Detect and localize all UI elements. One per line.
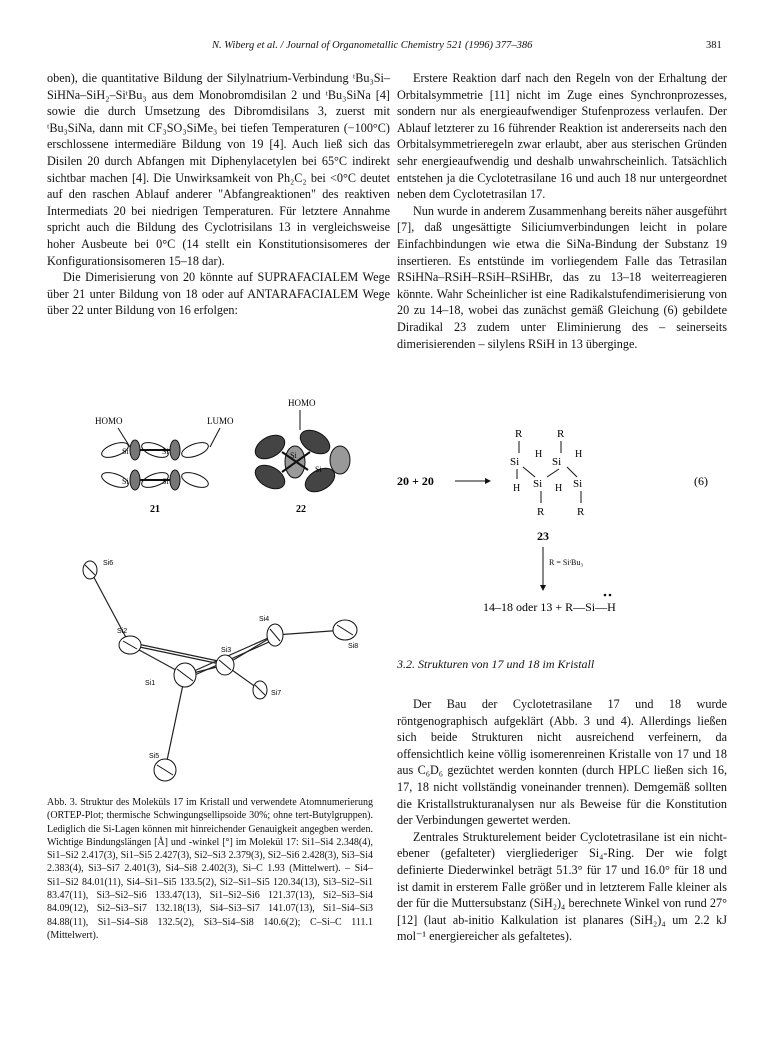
equation-number: (6) xyxy=(694,474,708,488)
homo-label-left: HOMO xyxy=(95,416,123,426)
svg-text:Si: Si xyxy=(552,456,562,468)
running-header xyxy=(0,40,768,58)
svg-text:Si: Si xyxy=(122,477,129,486)
left-paragraph-2: Die Dimerisierung von 20 könnte auf SUPRAFACIALEM Wege über 21 unter Bildung von 18 oder auf ANTARAFACIALEM Wege über 22 unter Bildung von 16 erfolgen: xyxy=(47,270,390,318)
label-si7: Si7 xyxy=(271,690,282,697)
label-si1: Si1 xyxy=(145,680,156,687)
right-paragraph-2: Nun wurde in anderem Zusammenhang bereits näher ausgeführt [7], daß ungesättigte Siliciumverbindungen leicht in polare Einfachbindungen wie etwa die SiNa-Bindung der Substanz 19 insertieren. Es entstünde im vorliegendem Falle das Tetrasilan RSiHNa–RSiH–RSiH–RSiHBr, das zu 13–18 weiterreagieren könnte. Wahr Scheinlicher ist eine Radikalstufendimerisierung von 20 zu 14–18, wobei das zunächst gemäß Gleichung (6) gebildete Diradikal 23 zudem unter Eliminierung des – seinerseits dimerisierenden – silylens RSiH in 13 überginge. xyxy=(397,203,727,351)
orbital-figure xyxy=(60,392,390,522)
lumo-label: LUMO xyxy=(207,416,234,426)
diradical-structure xyxy=(510,428,585,518)
svg-text:R: R xyxy=(557,428,565,440)
figure-caption: Abb. 3. Struktur des Moleküls 17 im Kristall und verwendete Atomnumerierung (ORTEP-Plot; thermische Schwingungsellipsoide 30%; ohne tert-Butylgruppen). Lediglich die Si-Lagen können mit hinreichender Genauigkeit angegben werden. Wichtige Bindungslängen [Å] und -winkel [°] im Molekül 17: Si1–Si4 2.348(4), Si1–Si2 2.417(3), Si1–Si5 2.427(3), Si2–Si3 2.379(3), Si2–Si6 2.428(3), Si3–Si4 2.383(4), Si3–Si7 2.401(3), Si4–Si8 2.402(3), Si–C 1.93 (Mittelwert). – Si4–Si1–Si2 84.01(11), Si4–Si1–Si5 133.5(2), Si2–Si1–Si5 120.34(13), Si3–Si2–Si1 83.47(11), Si3–Si2–Si6 133.47(13), Si1–Si2–Si6 121.37(13), Si2–Si3–Si4 84.09(12), Si2–Si3–Si7 132.18(13), Si4–Si3–Si7 141.07(13), Si1–Si4–Si3 84.88(11), Si1–Si4–Si8 132.5(2), Si3–Si4–Si8 140.6(2); C–Si–C 111.1 (Mittelwert). xyxy=(47,797,373,941)
section-heading: 3.2. Strukturen von 17 und 18 im Kristall xyxy=(397,657,595,671)
compound-23-label: 23 xyxy=(537,529,549,543)
homo-arrow-left xyxy=(118,428,130,447)
svg-text:R: R xyxy=(577,506,585,518)
scheme-arrowhead-1 xyxy=(485,478,491,484)
svg-text:Si: Si xyxy=(573,478,583,490)
running-title: N. Wiberg et al. / Journal of Organometallic Chemistry 521 (1996) 377–386 xyxy=(212,40,533,51)
left-column xyxy=(47,70,390,319)
scheme-reactants: 20 + 20 xyxy=(397,474,434,488)
lone-pair-dot-2 xyxy=(609,594,612,597)
svg-text:Si: Si xyxy=(290,451,297,460)
label-si4: Si4 xyxy=(259,616,270,623)
svg-text:Si: Si xyxy=(122,447,129,456)
svg-text:R: R xyxy=(515,428,523,440)
left-paragraph-1: oben), die quantitative Bildung der Silylnatrium-Verbindung ᵗBu₃Si–SiHNa–SiH₂–SiᵗBu₃ aus dem Monobromdisilan 2 und ᵗBu₃SiNa [4] sowie die durch Umsetzung des Dibromdisilans 3, zuerst mit ᵗBu₃SiNa, dann mit CF₃SO₃SiMe₃ bei tiefen Temperaturen (−100°C) erschlossene intermediäre Bildung von 19 [4]. Auch ließ sich das Disilen 20 durch Abfangen mit Diphenylacetylen bei 65°C indirekt sichtbar machen [4]. Die Unwirksamkeit von Ph₂C₂ bei <0°C deutet auf den raschen Ablauf anderer "Abfangreaktionen" des reaktiven Intermediats 20 bei niedrigen Temperaturen. Für letztere Annahme spricht auch die Bildung des Cyclotrisilans 13 in vergleichsweise hoher Ausbeute bei 0°C (14 stellt ein Konstitutionsisomeres der Konfigurationsisomeren 15–18 dar). xyxy=(47,71,390,268)
page-number: 381 xyxy=(706,40,722,51)
right-lower-paragraph-1: Der Bau der Cyclotetrasilane 17 und 18 wurde röntgenographisch aufgeklärt (Abb. 3 und 4). Allerdings ließen sich beide Strukturen nicht ausreichend verfeinern, da offensichtlich keine völlig isomerenreinen Kristalle von 17 und 18 aus C₆D₆ gezüchtet werden konnten (durch HPLC ließen sich 16, 17, 18 nicht vollständig voneinander trennen). Demgemäß sollten die Kristallstrukturanalysen nur als Beweise für die Konstitution der Verbindungen gewertet werden. xyxy=(397,697,727,828)
svg-text:Si: Si xyxy=(315,465,322,474)
svg-text:H: H xyxy=(513,483,521,494)
ortep-atoms xyxy=(83,561,357,781)
label-si6: Si6 xyxy=(103,560,114,567)
scheme-svg xyxy=(397,415,727,625)
svg-text:Si: Si xyxy=(162,477,169,486)
ortep-plot xyxy=(45,535,390,795)
lumo-arrow xyxy=(210,428,220,447)
orbital-21 xyxy=(100,440,210,491)
ortep-svg xyxy=(45,535,390,795)
homo-label-right: HOMO xyxy=(288,398,316,408)
orbital-22 xyxy=(251,425,350,496)
reaction-scheme xyxy=(397,415,727,625)
compound-22-label: 22 xyxy=(296,504,306,515)
svg-text:H: H xyxy=(575,449,583,460)
scheme-products: 14–18 oder 13 + R—Si—H xyxy=(483,600,616,614)
scheme-reagent: R = SiᵗBu₃ xyxy=(549,558,584,567)
compound-21-label: 21 xyxy=(150,504,160,515)
label-si8: Si8 xyxy=(348,643,359,650)
right-column xyxy=(397,70,727,352)
svg-text:Si: Si xyxy=(510,456,520,468)
svg-text:Si: Si xyxy=(533,478,543,490)
svg-text:H: H xyxy=(535,449,543,460)
right-paragraph-1: Erstere Reaktion darf nach den Regeln von der Erhaltung der Orbitalsymmetrie [11] nicht im Zuge eines Synchronprozesses, sondern nur als energieaufwendiger Stufenprozess verlaufen. Der Ablauf letzterer zu 16 führender Reaktion ist andererseits nach den Orbitalsymmetrieregeln zwar erlaubt, aber aus sterischen Gründen sehr energieaufwendig und deshalb unwahrscheinlich. Tatsächlich entstehen ja die Cyclotetrasilane 16 und auch 18 nur untergeordnet neben dem Cyclotetrasilan 17. xyxy=(397,71,727,202)
label-si2: Si2 xyxy=(117,628,128,635)
lone-pair-dot-1 xyxy=(604,594,607,597)
svg-text:R: R xyxy=(537,506,545,518)
right-column-lower xyxy=(397,696,727,945)
svg-text:H: H xyxy=(555,483,563,494)
label-si3: Si3 xyxy=(221,647,232,654)
scheme-arrowhead-2 xyxy=(540,585,546,591)
label-si5: Si5 xyxy=(149,753,160,760)
right-lower-paragraph-2: Zentrales Strukturelement beider Cyclotetrasilane ist ein nicht-ebener (gefalteter) viergliederiger Si₄-Ring. Der wie folgt definierte Diederwinkel beträgt 51.3° für 17 und 16.0° für 18 und ist damit in ersterem Falle größer und in letzterem Falle kleiner als der für die Muttersubstanz (SiH₂)₄ berechnete Winkel von rund 27° [12] (laut ab-initio Kalkulation ist planares (SiH₂)₄ um 2.2 kJ mol⁻¹ energiereicher als gefaltetes). xyxy=(397,829,727,944)
svg-text:Si: Si xyxy=(162,447,169,456)
orbital-diagram xyxy=(60,392,390,522)
